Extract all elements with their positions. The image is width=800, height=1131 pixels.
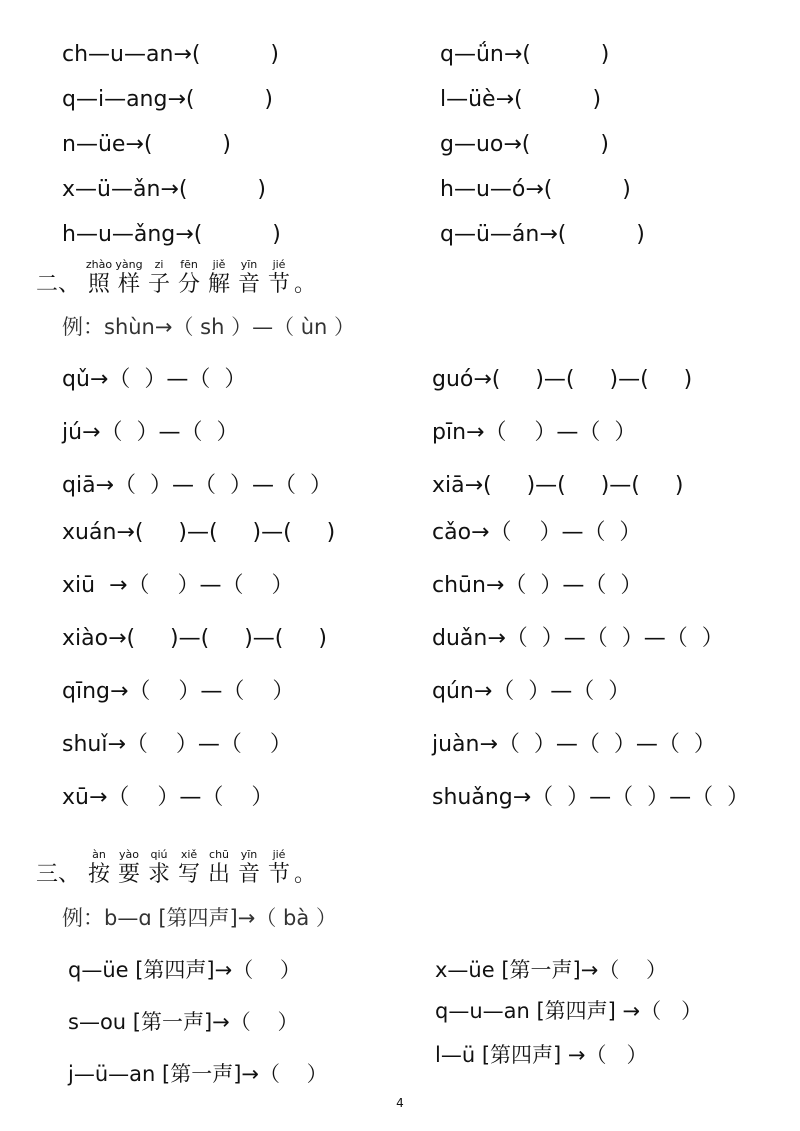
section2-heading <box>36 258 316 298</box>
page-number: 4 <box>396 1096 404 1110</box>
part1-right-2: l—üè→( ) <box>440 87 602 112</box>
split-right-3: xiā→( )—( )—( ) <box>432 473 684 498</box>
heading-char: zi 子 <box>148 258 171 297</box>
part1-left-5: h—u—ǎng→( ) <box>62 222 281 247</box>
heading-char: xiě 写 <box>178 848 201 887</box>
heading-period: 。 <box>294 272 317 297</box>
heading-char: chū 出 <box>208 848 231 887</box>
heading-char: jié 节 <box>268 848 291 887</box>
heading-char: yào 要 <box>118 848 141 887</box>
tone-right-1: x—üe [第一声]→（ ） <box>435 958 668 982</box>
part1-left-2: q—i—ang→( ) <box>62 87 273 112</box>
split-right-7: qún→（ ）—（ ） <box>432 679 631 704</box>
section2-number: 二、 <box>36 272 81 297</box>
part1-left-1: ch—u—an→( ) <box>62 42 279 67</box>
split-right-6: duǎn→（ ）—（ ）—（ ） <box>432 626 724 651</box>
split-right-8: juàn→（ ）—（ ）—（ ） <box>432 732 716 757</box>
section3-example <box>62 905 337 931</box>
heading-char: jiě 解 <box>208 258 231 297</box>
split-left-5: xiū →（ ）—（ ） <box>62 573 294 598</box>
heading-char: àn 按 <box>88 848 111 887</box>
split-left-2: jú→（ ）—（ ） <box>62 420 239 445</box>
example-text: shùn→（ sh ）—（ ùn ） <box>104 315 356 339</box>
tone-left-3: j—ü—an [第一声]→（ ） <box>68 1062 328 1086</box>
part1-right-3: g—uo→( ) <box>440 132 609 157</box>
split-left-4: xuán→( )—( )—( ) <box>62 520 336 545</box>
example-label: 例： <box>62 906 104 930</box>
heading-char: jié 节 <box>268 258 291 297</box>
part1-right-5: q—ü—án→( ) <box>440 222 645 247</box>
section3-number: 三、 <box>36 862 81 887</box>
heading-char: yīn 音 <box>238 258 261 297</box>
split-left-6: xiào→( )—( )—( ) <box>62 626 327 651</box>
heading-char: fēn 分 <box>178 258 201 297</box>
example-label: 例： <box>62 315 104 339</box>
example-text: b—ɑ [第四声]→（ bà ） <box>104 906 337 930</box>
split-right-2: pīn→（ ）—（ ） <box>432 420 637 445</box>
split-right-4: cǎo→（ ）—（ ） <box>432 520 642 545</box>
tone-right-2: q—u—an [第四声] →（ ） <box>435 999 703 1023</box>
split-right-5: chūn→（ ）—（ ） <box>432 573 643 598</box>
part1-left-3: n—üe→( ) <box>62 132 231 157</box>
split-left-7: qīng→（ ）—（ ） <box>62 679 295 704</box>
tone-left-1: q—üe [第四声]→（ ） <box>68 958 301 982</box>
heading-period: 。 <box>294 862 317 887</box>
heading-char: zhào 照 <box>85 258 113 297</box>
heading-char: qiú 求 <box>148 848 171 887</box>
section3-heading <box>36 848 316 888</box>
split-right-1: guó→( )—( )—( ) <box>432 367 693 392</box>
part1-right-1: q—ǘn→( ) <box>440 42 610 67</box>
section2-example <box>62 314 355 340</box>
tone-right-3: l—ü [第四声] →（ ） <box>435 1043 648 1067</box>
split-left-8: shuǐ→（ ）—（ ） <box>62 732 292 757</box>
split-left-1: qǔ→（ ）—（ ） <box>62 367 247 392</box>
part1-right-4: h—u—ó→( ) <box>440 177 631 202</box>
part1-left-4: x—ü—ǎn→( ) <box>62 177 266 202</box>
split-left-9: xū→（ ）—（ ） <box>62 785 274 810</box>
heading-char: yīn 音 <box>238 848 261 887</box>
tone-left-2: s—ou [第一声]→（ ） <box>68 1010 299 1034</box>
split-right-9: shuǎng→（ ）—（ ）—（ ） <box>432 785 750 810</box>
heading-char: yàng 样 <box>115 258 143 297</box>
split-left-3: qiā→（ ）—（ ）—（ ） <box>62 473 332 498</box>
